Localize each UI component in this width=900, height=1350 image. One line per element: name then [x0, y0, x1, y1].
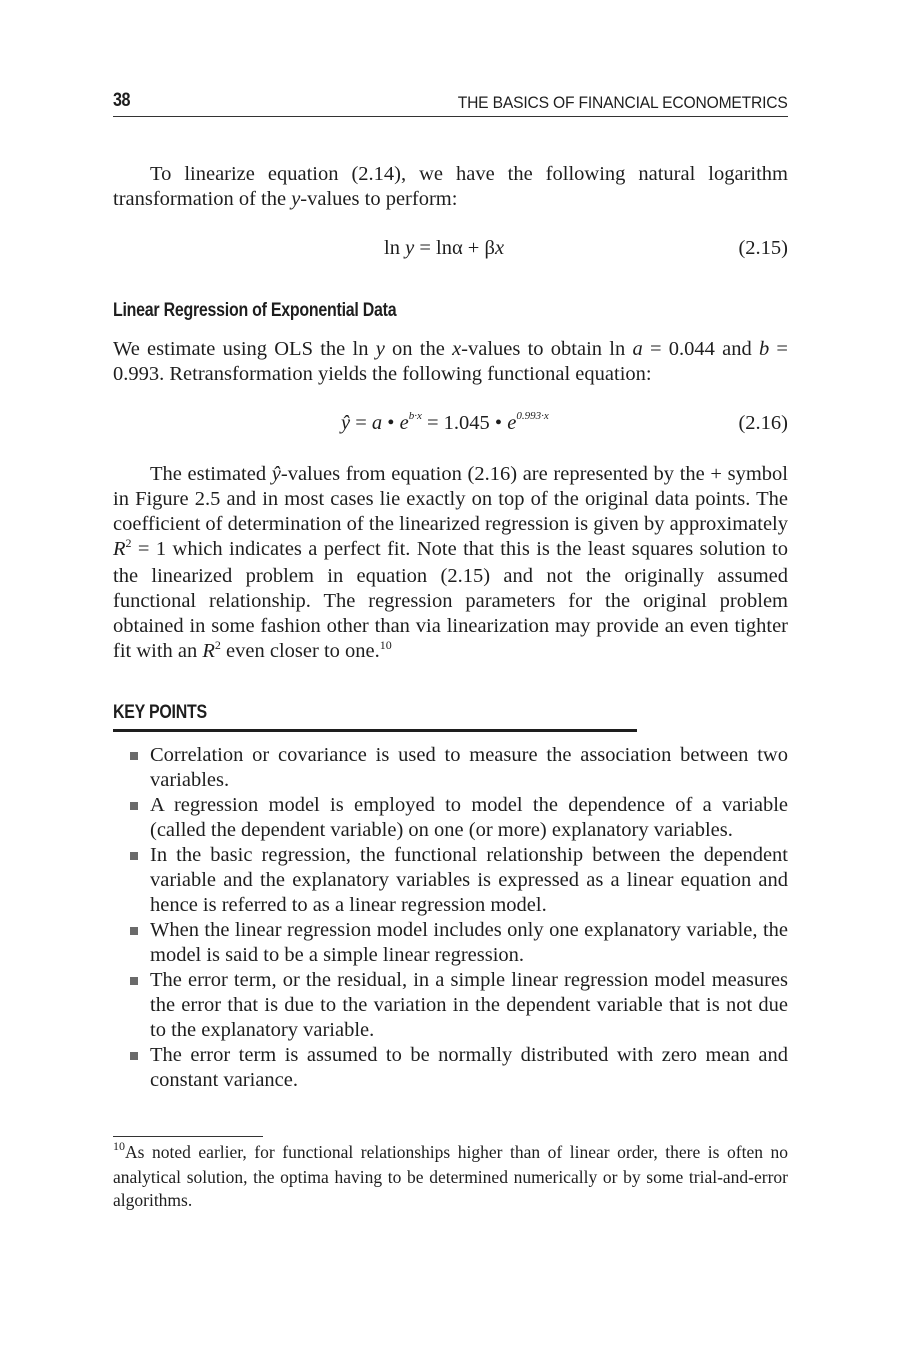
- square-bullet-icon: [130, 1052, 138, 1060]
- equation-2-15-body: ln y = lnα + βx: [384, 237, 505, 259]
- list-item: Correlation or covariance is used to measure the association between two variables.: [113, 743, 788, 793]
- square-bullet-icon: [130, 752, 138, 760]
- equation-2-16: [113, 412, 788, 440]
- running-title: THE BASICS OF FINANCIAL ECONOMETRICS: [458, 93, 788, 112]
- list-item: In the basic regression, the functional relationship between the dependent variable and the explanatory variables is expressed as a linear equation and hence is referred to as a linear regression model.: [113, 843, 788, 918]
- footnote-reference: 10: [379, 638, 392, 652]
- page-number: 38: [113, 90, 131, 111]
- list-item: When the linear regression model includes only one explanatory variable, the model is said to be a simple linear regression.: [113, 918, 788, 968]
- square-bullet-icon: [130, 977, 138, 985]
- footnote-rule: [113, 1136, 263, 1137]
- footnote: $^{10}$As noted earlier, for functional relationships higher than of linear order, there is often no analytical solution, the optima having to be determined numerically or by some trial-and-error algorithms.: [113, 1139, 788, 1210]
- square-bullet-icon: [130, 927, 138, 935]
- equation-2-15: [113, 237, 788, 265]
- square-bullet-icon: [130, 852, 138, 860]
- equation-2-15-number: (2.15): [738, 237, 788, 259]
- list-item: The error term is assumed to be normally distributed with zero mean and constant variance.: [113, 1043, 788, 1093]
- ols-paragraph: We estimate using OLS the ln y on the x-values to obtain ln a = 0.044 and b = 0.993. Retransformation yields the following functional equation:: [113, 338, 788, 385]
- section-heading-linear-regression: Linear Regression of Exponential Data: [113, 300, 397, 321]
- intro-paragraph: To linearize equation (2.14), we have the following natural logarithm transformation of the y-values to perform:: [113, 163, 788, 210]
- equation-2-16-body: ŷ = a • $e^{b\cdot x} = 1.045$ • $e^{0.993\cdot x}$: [341, 410, 549, 434]
- square-bullet-icon: [130, 802, 138, 810]
- key-points-list: [113, 743, 788, 1093]
- list-item: The error term, or the residual, in a simple linear regression model measures the error that is due to the variation in the dependent variable that is not due to the explanatory variable.: [113, 968, 788, 1043]
- key-points-heading: KEY POINTS: [113, 702, 207, 723]
- key-points-rule: [113, 729, 637, 732]
- footnote-number: 10: [113, 1139, 125, 1153]
- estimated-values-paragraph: The estimated ŷ-values from equation (2.16) are represented by the + symbol in Figure 2.5 and in most cases lie exactly on top of the original data points. The coefficient of determination of the linearized regression is given by approximately R$^2$ = 1 which indicates a perfect fit. Note that this is the least squares solution to the linearized problem in equation (2.15) and not the originally assumed functional relationship. The regression parameters for the original problem obtained in some fashion other than via linearization may provide an even tighter fit with an R$^2$ even closer to one.$^{10}$: [113, 463, 788, 662]
- list-item: A regression model is employed to model the dependence of a variable (called the dependent variable) on one (or more) explanatory variables.: [113, 793, 788, 843]
- equation-2-16-number: (2.16): [738, 412, 788, 434]
- page-header: [113, 90, 788, 117]
